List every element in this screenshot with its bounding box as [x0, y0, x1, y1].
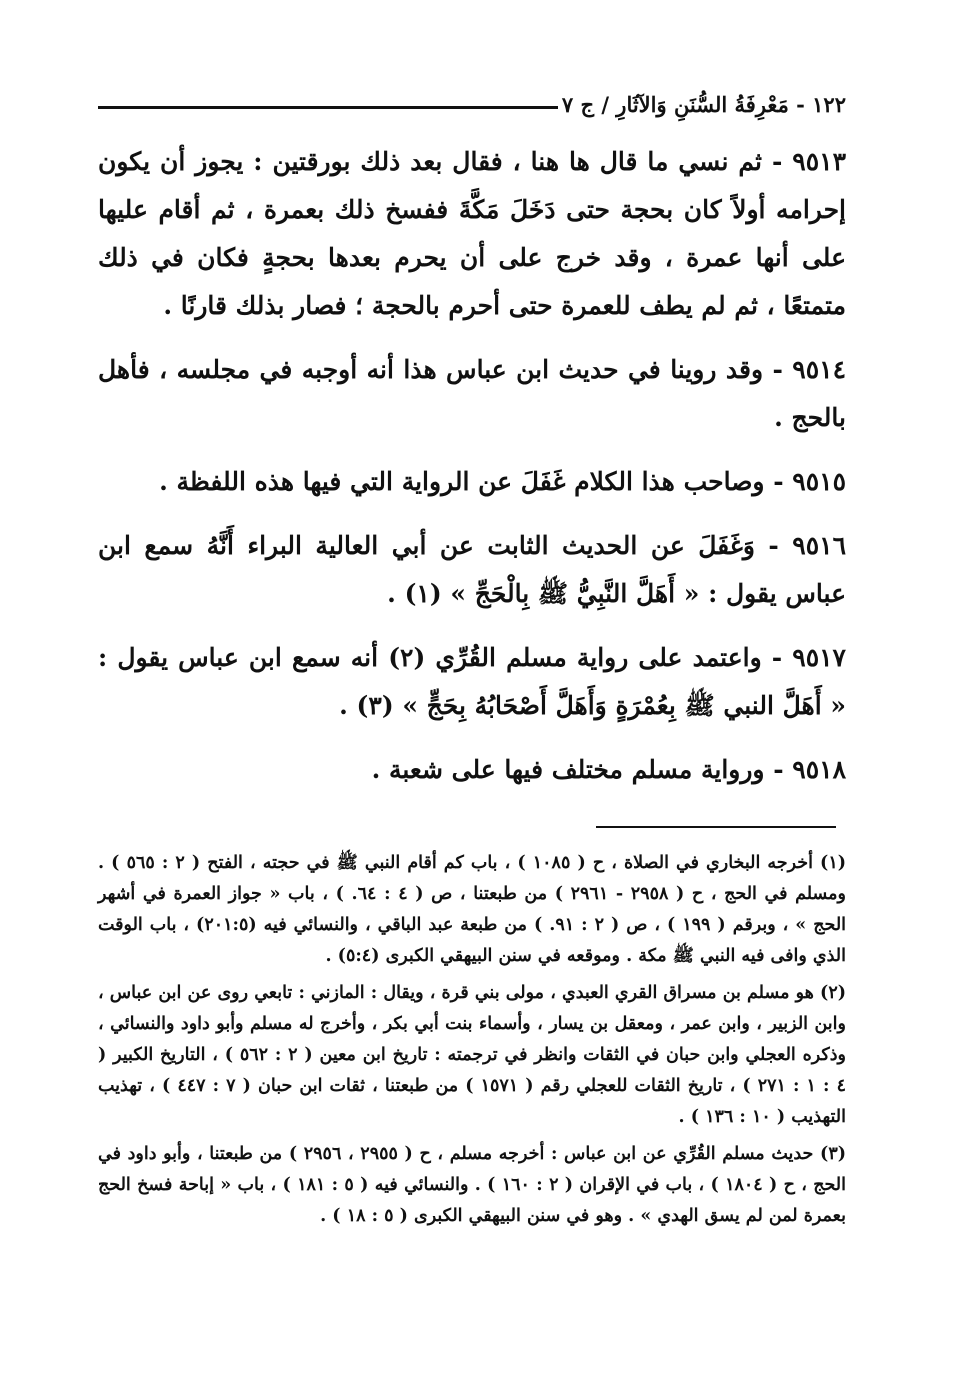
footnotes [98, 848, 846, 1238]
paragraph-9514: ٩٥١٤ - وقد روينا في حديث ابن عباس هذا أنه أوجبه في مجلسه ، فأهل بالحج . [98, 355, 846, 432]
paragraph-9515: ٩٥١٥ - وصاحب هذا الكلام غَفَلَ عن الرواية التي فيها هذه اللفظة . [159, 467, 846, 496]
paragraph-9513: ٩٥١٣ - ثم نسي ما قال ها هنا ، فقال بعد ذلك بورقتين : يجوز أن يكون إحرامه أولاً كان بحجة حتى دَخَلَ مَكَّةَ ففسخ ذلك بعمرة ، ثم أقام عليها على أنها عمرة ، وقد خرج على أن يحرم بعدها بحجةٍ فكان في ذلك متمتعًا ، ثم لم يطف للعمرة حتى أحرم بالحجة ؛ فصار بذلك قارنًا . [98, 147, 846, 320]
running-title: ١٢٢ - مَعْرِفَةُ السُّنَنِ وَالآثَارِ / ج ٧ [561, 92, 846, 117]
paragraph-9516: ٩٥١٦ - وَغَفَلَ عن الحديث الثابت عن أبي العالية البراء أَنَّهُ سمع ابن عباس يقول : « أَهَلَّ النَّبِيُّ ﷺ بِالْحَجِّ » (١) . [98, 531, 846, 608]
paragraph-9518: ٩٥١٨ - ورواية مسلم مختلف فيها على شعبة . [371, 755, 846, 784]
header-rule [98, 106, 558, 109]
paragraph-9517: ٩٥١٧ - واعتمد على رواية مسلم القُرِّي (٢) أنه سمع ابن عباس يقول : « أَهَلَّ النبي ﷺ بِعُمْرَةٍ وَأَهَلَّ أَصْحَابُهُ بِحَجٍّ » (٣) . [98, 643, 846, 720]
main-text [98, 138, 846, 810]
footnote-3: (٣) حديث مسلم القُرِّي عن ابن عباس : أخرجه مسلم ، ح ( ٢٩٥٥ ، ٢٩٥٦ ) من طبعتنا ، وأبو داود في الحج ، ح ( ١٨٠٤ ) ، باب في الإقران ( ٢ : ١٦٠ ) . والنسائي فيه ( ٥ : ١٨١ ) ، باب « إباحة فسخ الحج بعمرة لمن لم يسق الهدي » . وهو في سنن البيهقي الكبرى ( ٥ : ١٨ ) . [98, 1144, 847, 1226]
footnote-separator [596, 826, 836, 828]
page-header [98, 86, 846, 126]
footnote-1: (١) أخرجه البخاري في الصلاة ، ح ( ١٠٨٥ ) ، باب كم أقام النبي ﷺ في حجته ، الفتح ( ٢ : ٥٦٥ ) . ومسلم في الحج ، ح ( ٢٩٥٨ - ٢٩٦١ ) من طبعتنا ، ص ( ٤ : ٦٤. ) ، باب « جواز العمرة في أشهر الحج » ، وبرقم ( ١٩٩ ) ، ص ( ٢ : ٩١. ) من طبعة عبد الباقي ، والنسائي فيه (٢٠١:٥) ، باب الوقت الذي وافى فيه النبي ﷺ مكة . وموقعه في سنن البيهقي الكبرى (٥:٤) . [98, 853, 847, 966]
footnote-2: (٢) هو مسلم بن مسراق القري العبدي ، مولى بني قرة ، ويقال : المازني : تابعي روى عن ابن عباس ، وابن الزبير ، وابن عمر ، ومعقل بن يسار ، وأسماء بنت أبي بكر ، وأخرج له مسلم وأبو داود والنسائي ، وذكره العجلي وابن حبان في الثقات وانظر في ترجمته : تاريخ ابن معين ( ٢ : ٥٦٢ ) ، التاريخ الكبير ( ٤ : ١ : ٢٧١ ) ، تاريخ الثقات للعجلي رقم ( ١٥٧١ ) من طبعتنا ، ثقات ابن حبان ( ٧ : ٤٤٧ ) ، تهذيب التهذيب ( ١٠ : ١٣٦ ) . [98, 983, 846, 1127]
